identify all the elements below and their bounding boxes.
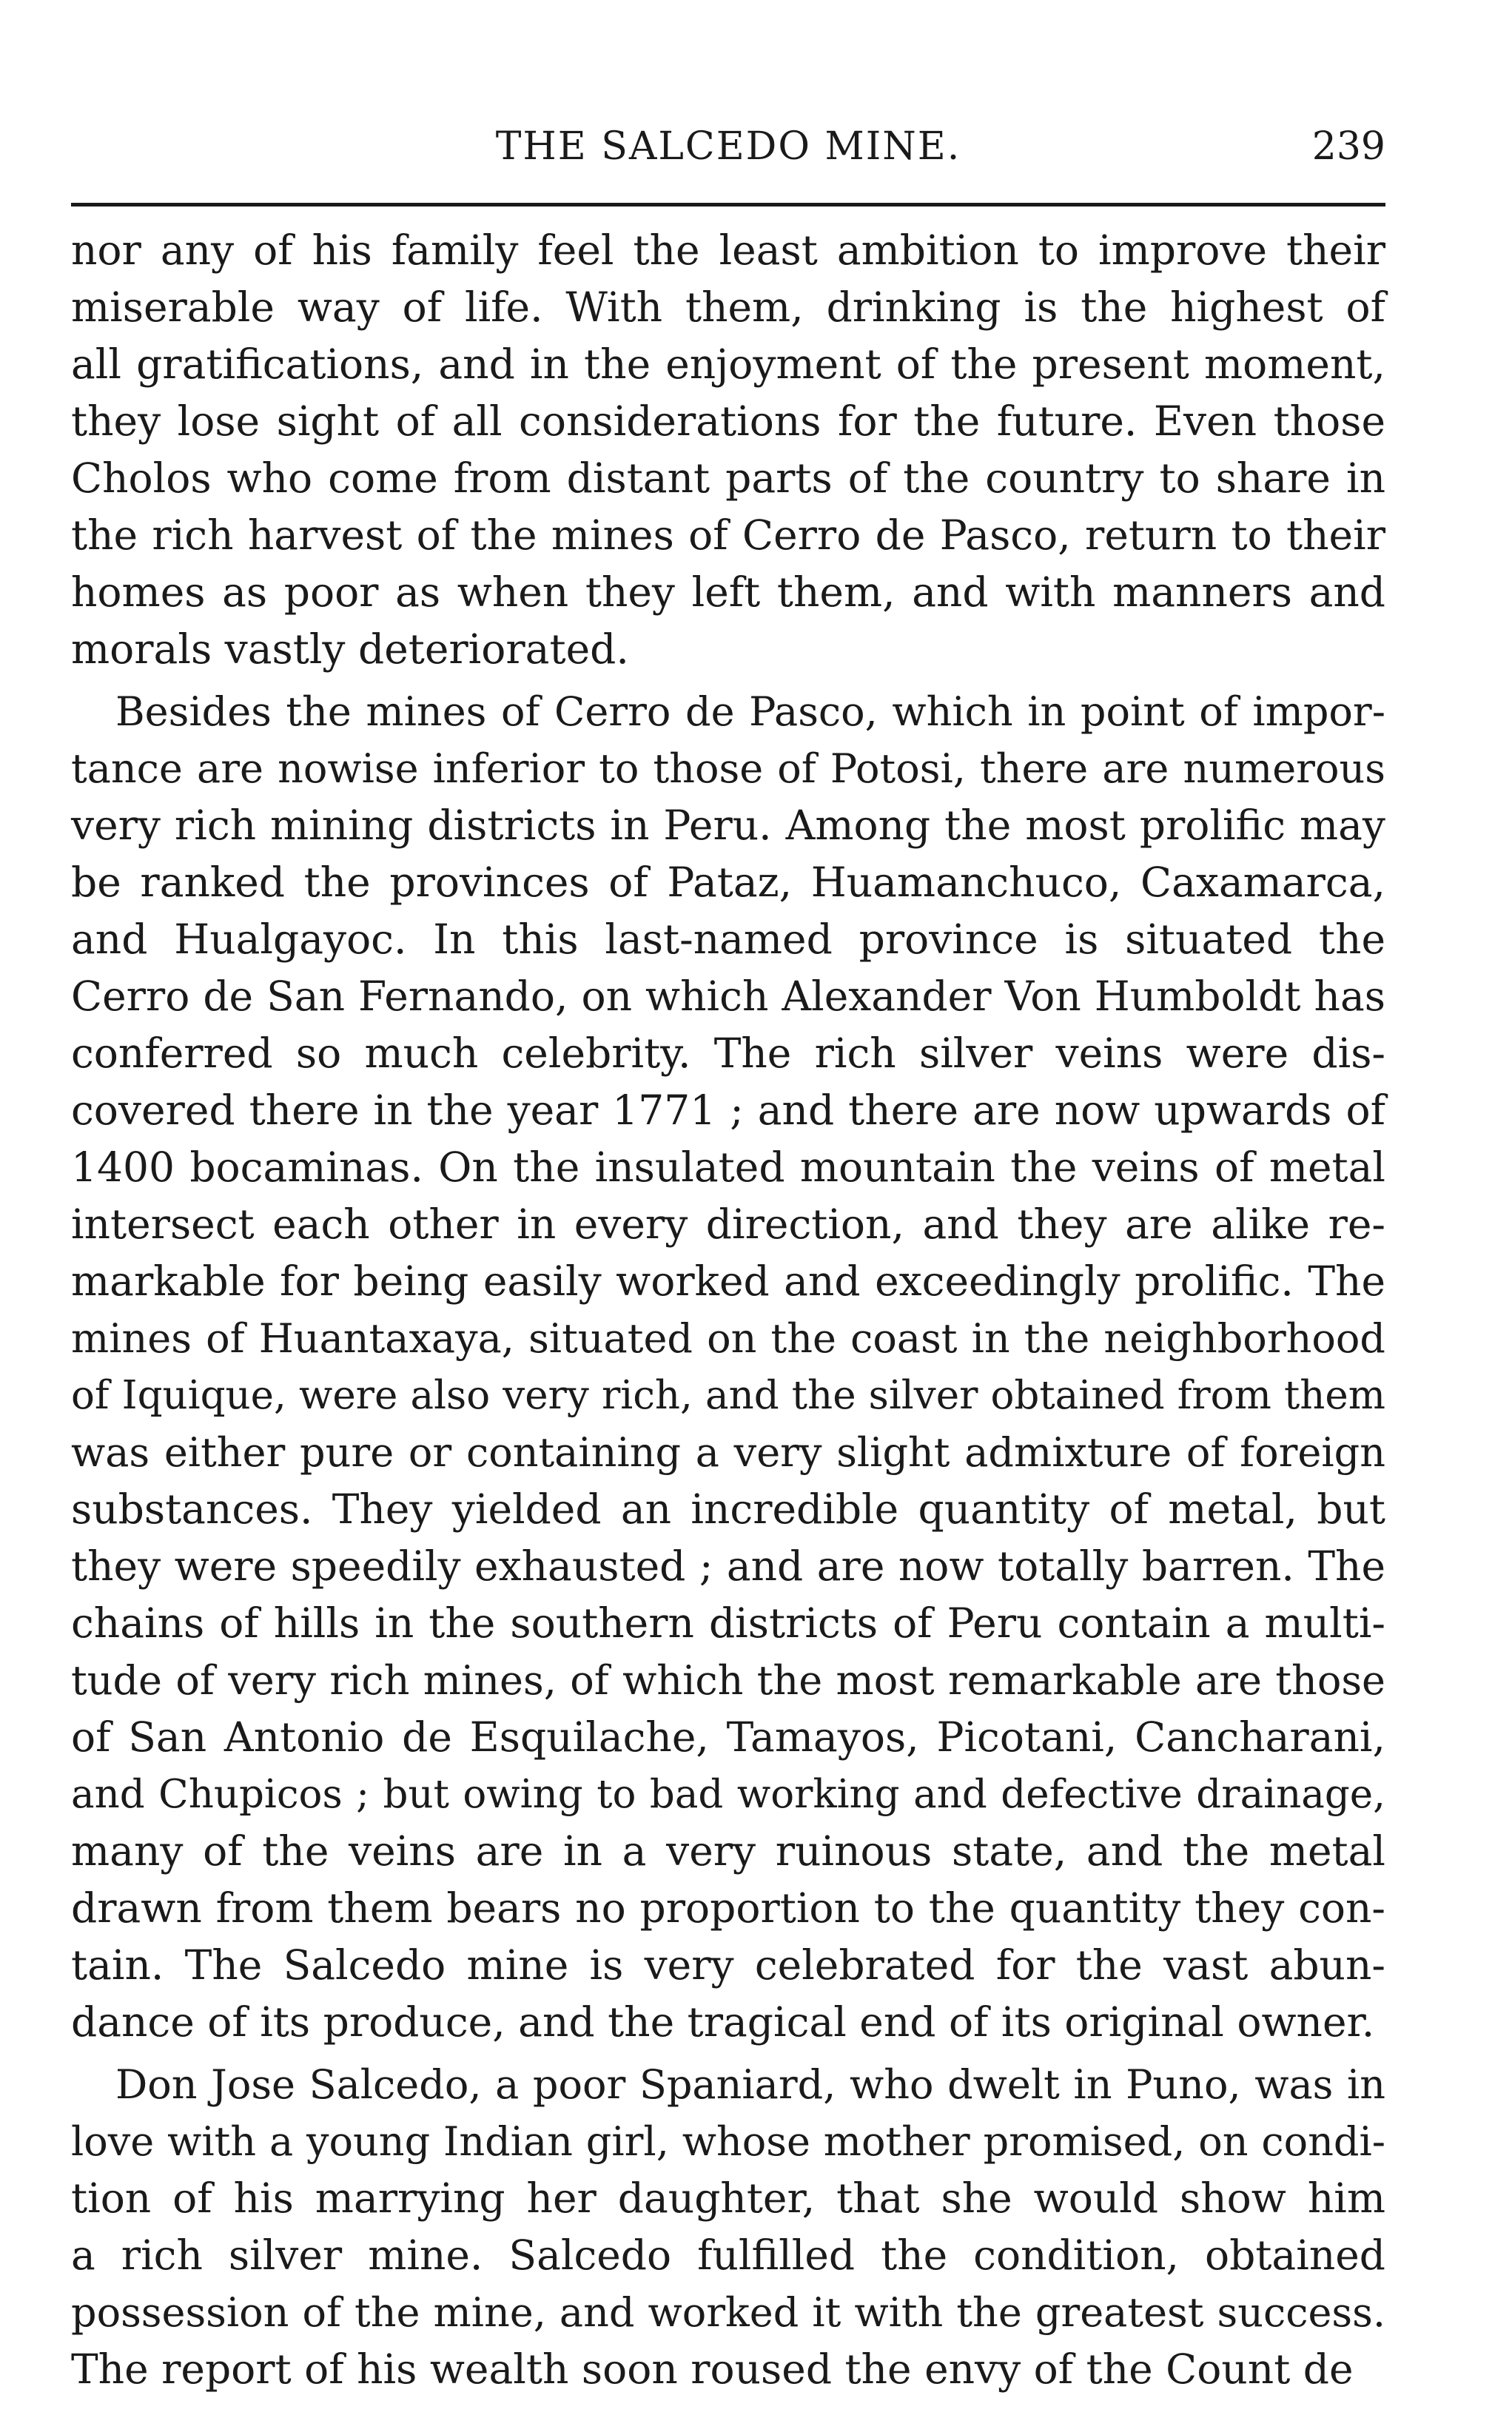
text-line: tion of his marrying her daughter, that she would show him	[71, 2174, 1385, 2222]
text-line: very rich mining districts in Peru. Among the most prolific may	[71, 802, 1385, 849]
paragraph	[71, 683, 1385, 2051]
text-line: mines of Huantaxaya, situated on the coast in the neighborhood	[71, 1315, 1385, 1362]
text-line: a rich silver mine. Salcedo fulfilled the condition, obtained	[71, 2231, 1385, 2279]
text-line: love with a young Indian girl, whose mother promised, on condi-	[71, 2118, 1385, 2165]
text-line: markable for being easily worked and exceedingly prolific. The	[71, 1257, 1385, 1305]
text-line: and Chupicos ; but owing to bad working and defective drainage,	[71, 1772, 1385, 1817]
text-line: tance are nowise inferior to those of Potosi, there are numerous	[71, 745, 1385, 792]
text-line: of San Antonio de Esquilache, Tamayos, Picotani, Cancharani,	[71, 1713, 1385, 1761]
text-line: substances. They yielded an incredible quantity of metal, but	[71, 1485, 1385, 1533]
text-line: homes as poor as when they left them, and with manners and	[71, 568, 1385, 616]
text-line: dance of its produce, and the tragical end of its original owner.	[71, 1998, 1375, 2046]
text-line: was either pure or containing a very slight admixture of foreign	[71, 1429, 1385, 1476]
text-line: The report of his wealth soon roused the envy of the Count de	[71, 2345, 1354, 2393]
text-line: of Iquique, were also very rich, and the silver obtained from them	[71, 1373, 1385, 1418]
paragraph	[71, 222, 1385, 678]
text-line: many of the veins are in a very ruinous state, and the metal	[71, 1827, 1385, 1875]
text-line: morals vastly deteriorated.	[71, 625, 629, 673]
text-line: they were speedily exhausted ; and are now totally barren. The	[71, 1542, 1385, 1590]
page-number: 239	[1311, 124, 1385, 169]
text-line: possession of the mine, and worked it with the greatest success.	[71, 2289, 1385, 2336]
text-line: drawn from them bears no proportion to the quantity they con-	[71, 1884, 1385, 1932]
paragraph	[71, 2056, 1385, 2398]
running-title: THE SALCEDO MINE.	[495, 124, 961, 169]
text-line: intersect each other in every direction, and they are alike re-	[71, 1200, 1385, 1248]
text-line: nor any of his family feel the least ambition to improve their	[71, 226, 1385, 274]
text-line: Don Jose Salcedo, a poor Spaniard, who dwelt in Puno, was in	[115, 2061, 1385, 2108]
text-line: miserable way of life. With them, drinking is the highest of	[71, 283, 1385, 331]
text-line: conferred so much celebrity. The rich silver veins were dis-	[71, 1030, 1385, 1077]
text-line: 1400 bocaminas. On the insulated mountain the veins of metal	[71, 1143, 1385, 1191]
text-line: they lose sight of all considerations for the future. Even those	[71, 397, 1385, 445]
text-line: be ranked the provinces of Pataz, Huamanchuco, Caxamarca,	[71, 859, 1385, 906]
text-line: tain. The Salcedo mine is very celebrated for the vast abun-	[71, 1941, 1385, 1989]
text-line: Besides the mines of Cerro de Pasco, which in point of impor-	[115, 688, 1385, 735]
text-line: chains of hills in the southern districts of Peru contain a multi-	[71, 1599, 1385, 1647]
page-header	[71, 111, 1385, 170]
text-line: and Hualgayoc. In this last-named province is situated the	[71, 916, 1385, 963]
text-line: covered there in the year 1771 ; and there are now upwards of	[71, 1086, 1385, 1134]
text-line: the rich harvest of the mines of Cerro de Pasco, return to their	[71, 511, 1385, 559]
text-line: tude of very rich mines, of which the most remarkable are those	[71, 1657, 1385, 1704]
text-line: Cholos who come from distant parts of the country to share in	[71, 454, 1385, 502]
body-text	[71, 222, 1385, 2398]
text-line: all gratifications, and in the enjoyment of the present moment,	[71, 340, 1385, 388]
text-line: Cerro de San Fernando, on which Alexander Von Humboldt has	[71, 973, 1385, 1020]
header-rule	[71, 203, 1385, 206]
